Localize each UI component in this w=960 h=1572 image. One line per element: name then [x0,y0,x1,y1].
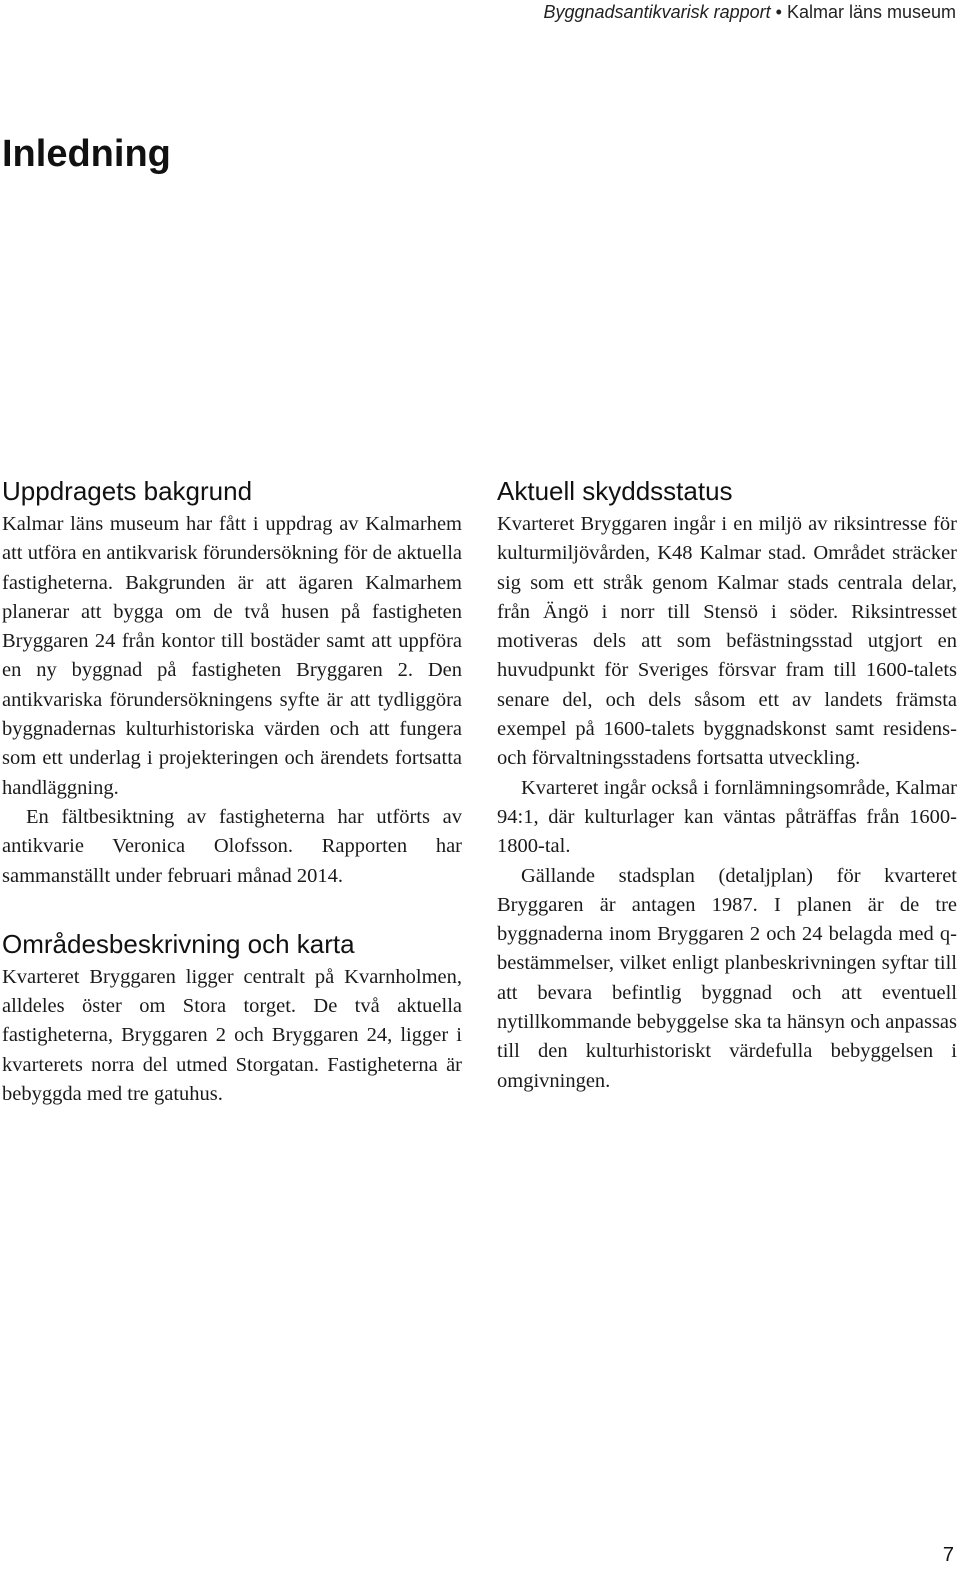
section-body [2,510,462,891]
paragraph: Kvarteret ingår också i fornlämningsområde, Kalmar 94:1, där kulturlager kan väntas påträffas från 1600-1800-tal. [497,776,957,858]
section-body [2,963,462,1109]
right-column [497,474,957,1096]
section-uppdragets-bakgrund [2,474,462,891]
paragraph: Gällande stadsplan (detaljplan) för kvarteret Bryggaren är antagen 1987. I planen är de tre byggnaderna inom Bryggaren 2 och 24 belagda med q-bestämmelser, vilket enligt planbeskrivningen syftar till att bevara befintlig byggnad och att eventuell nytillkommande bebyggelse ska ta hänsyn och anpassas till den kulturhistoriskt värdefulla bebyggelsen i omgivningen. [497,864,957,1092]
paragraph: Kvarteret Bryggaren ingår i en miljö av riksintresse för kulturmiljövården, K48 Kalmar stad. Området sträcker sig som ett stråk genom Kalmar stads centrala delar, från Ängö i norr till Stensö i söder. Riksintresset motiveras dels att som befästningsstad utgjort en huvudpunkt för Sveriges försvar fram till 1600-talets senare del, och dels såsom ett av landets främsta exempel på 1600-talets byggnadskonst samt residens- och förvaltningsstadens fortsatta utveckling. [497,513,957,770]
page-number: 7 [942,1544,954,1566]
section-heading: Områdesbeskrivning och karta [2,928,355,959]
running-header [544,0,957,24]
paragraph: En fältbesiktning av fastigheterna har utförts av antikvarie Veronica Olofsson. Rapporten har sammanställt under februari månad 2014. [2,805,462,887]
publication-title: Byggnadsantikvarisk rapport [543,2,771,22]
organization-name: Kalmar läns museum [786,2,956,22]
section-omradesbeskrivning [2,927,462,1109]
section-aktuell-skyddsstatus [497,474,957,1096]
section-heading: Uppdragets bakgrund [2,476,253,506]
section-body [497,510,957,1096]
section-heading: Aktuell skyddsstatus [497,476,733,506]
header-separator: • [770,2,787,22]
page-title: Inledning [2,133,171,175]
left-column [2,474,462,1109]
paragraph: Kalmar läns museum har fått i uppdrag av Kalmarhem att utföra en antikvarisk förundersökning för de aktuella fastigheterna. Bakgrunden är att ägaren Kalmarhem planerar att bygga om de två husen på fastigheten Bryggaren 24 från kontor till bostäder samt att uppföra en ny byggnad på fastigheten Bryggaren 2. Den antikvariska förundersökningens syfte är att tydliggöra byggnadernas kulturhistoriska värden och att fungera som ett underlag i projekteringen och ärendets fortsatta handläggning. [2,513,462,799]
paragraph: Kvarteret Bryggaren ligger centralt på Kvarnholmen, alldeles öster om Stora torget. De två aktuella fastigheterna, Bryggaren 2 och Bryggaren 24, ligger i kvarterets norra del utmed Storgatan. Fastigheterna är bebyggda med tre gatuhus. [2,965,462,1106]
